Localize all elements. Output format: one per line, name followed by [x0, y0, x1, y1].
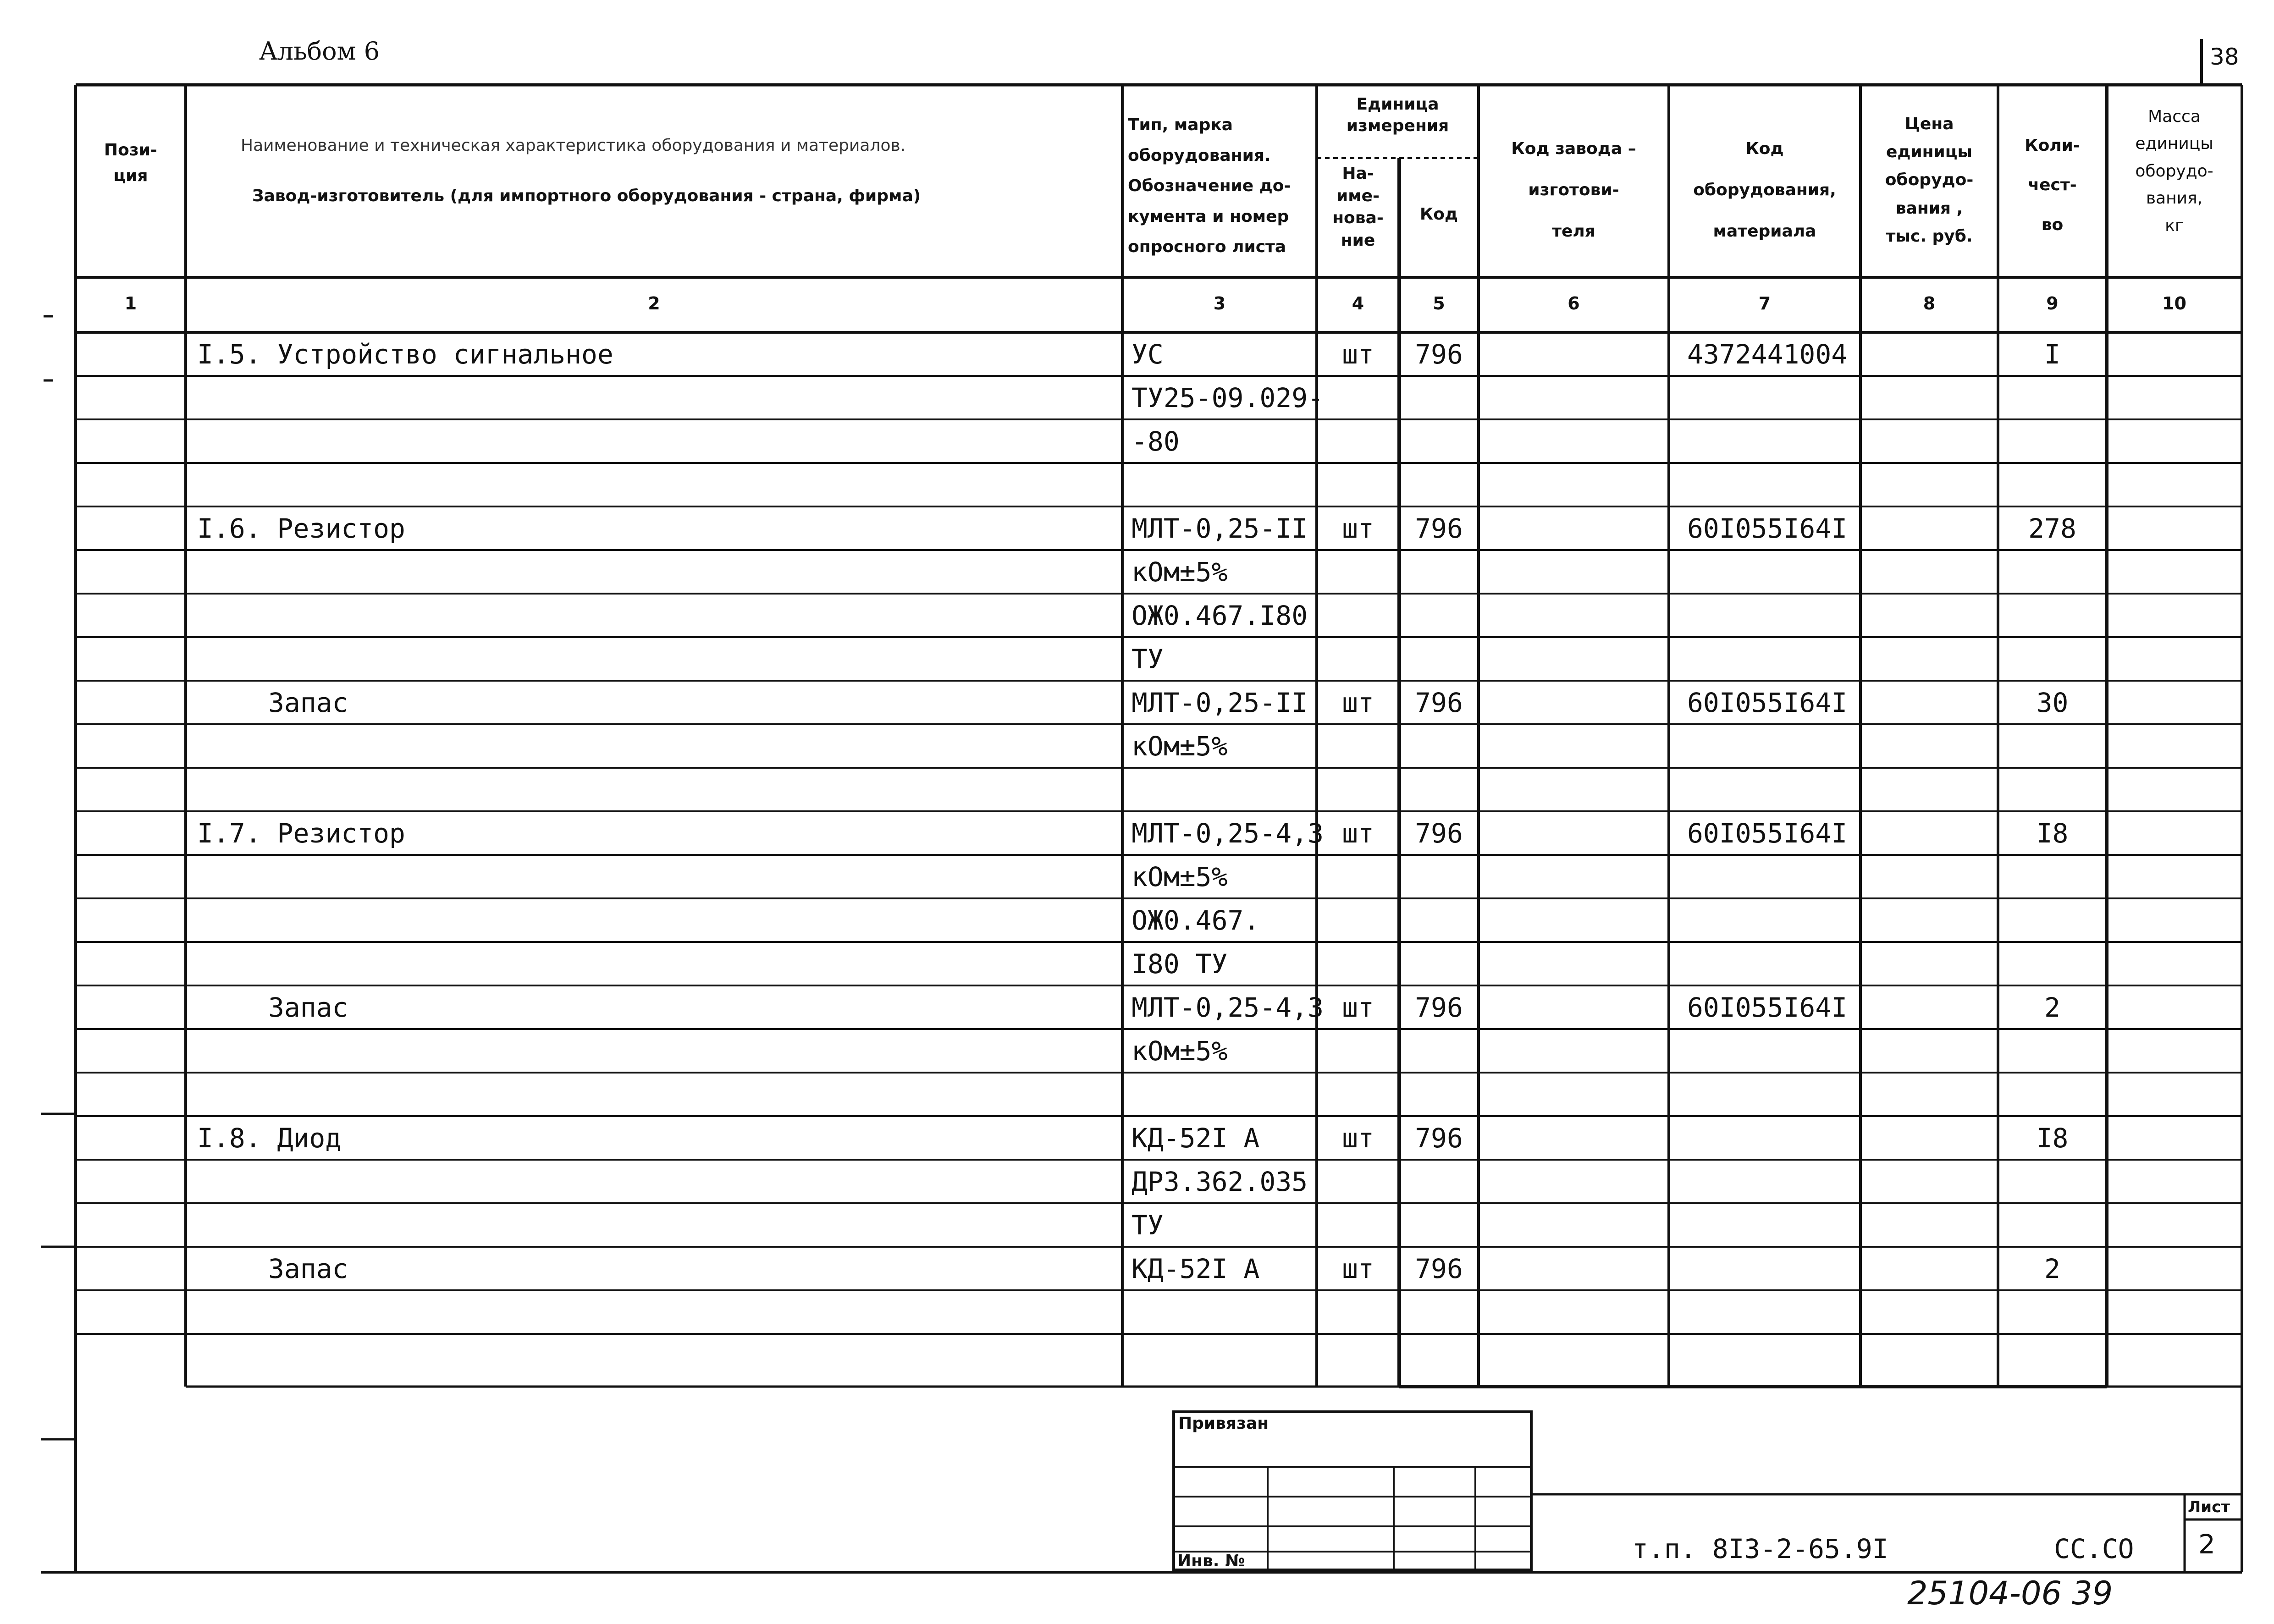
cell-name [186, 1029, 1122, 1073]
table-row [0, 550, 2274, 594]
cell-code [1399, 637, 1479, 681]
cell-name: Запас [268, 687, 348, 718]
cell-type: МЛТ-0,25-II [1131, 512, 1308, 544]
header-name-line1: Наименование и техническая характеристика оборудования и материалов. [241, 136, 906, 155]
cell-code: 796 [1415, 991, 1463, 1023]
cell-mat [1669, 1334, 1860, 1377]
cell-unit: шт [1342, 991, 1374, 1023]
header-unit: Единица измерения [1346, 95, 1449, 135]
cell-unit [1317, 376, 1399, 419]
cell-qty [1998, 1203, 2107, 1247]
table-row [0, 1290, 2274, 1334]
cell-mat [1669, 550, 1860, 594]
cell-code [1399, 1160, 1479, 1203]
cell-type: кОм±5% [1131, 861, 1228, 892]
cell-code [1399, 942, 1479, 985]
table-row [0, 419, 2274, 463]
table-row [0, 768, 2274, 811]
cell-unit [1317, 724, 1399, 768]
cell-code [1399, 550, 1479, 594]
cell-type: МЛТ-0,25-4,3 [1131, 817, 1324, 849]
table-row [0, 1160, 2274, 1203]
cell-qty [1998, 550, 2107, 594]
cell-mat: 60I055I64I [1687, 687, 1848, 718]
cell-qty: I8 [2036, 1122, 2069, 1154]
cell-name [186, 724, 1122, 768]
header-factory-code: Код завода – изготови- теля [1511, 139, 1636, 241]
cell-type: -80 [1131, 425, 1180, 457]
document-mark: СС.СО [2054, 1533, 2134, 1564]
cell-qty [1998, 1160, 2107, 1203]
cell-mat [1669, 1116, 1860, 1160]
cell-type [1122, 768, 1317, 811]
cell-type: ТУ25-09.029- [1131, 382, 1324, 413]
cell-name [186, 898, 1122, 942]
cell-type: I80 ТУ [1131, 948, 1228, 980]
cell-unit [1317, 1029, 1399, 1073]
cell-qty [1998, 1029, 2107, 1073]
cell-mat [1669, 1160, 1860, 1203]
table-row [0, 1334, 2274, 1377]
cell-unit [1317, 942, 1399, 985]
cell-mat [1669, 1203, 1860, 1247]
cell-type: ОЖ0.467. [1131, 904, 1260, 936]
handwritten-inventory-note: 25104-06 39 [1907, 1574, 2113, 1612]
cell-qty: 2 [2044, 991, 2060, 1023]
cell-qty: 278 [2028, 512, 2076, 544]
cell-type [1122, 1290, 1317, 1334]
table-row [0, 1247, 2274, 1290]
cell-name [186, 1160, 1122, 1203]
table-row [0, 332, 2274, 376]
cell-name [186, 550, 1122, 594]
col-number-7: 7 [1758, 293, 1771, 314]
cell-unit: шт [1342, 1122, 1374, 1154]
cell-name [186, 376, 1122, 419]
inventory-number-label: Инв. № [1177, 1552, 1245, 1570]
header-position: Пози- ция [104, 141, 157, 185]
cell-mat [1669, 1247, 1860, 1290]
album-label: Альбом 6 [259, 37, 380, 66]
cell-type: МЛТ-0,25-4,3 [1131, 991, 1324, 1023]
table-row [0, 855, 2274, 898]
cell-type: кОм±5% [1131, 1035, 1228, 1067]
cell-name: I.6. Резистор [197, 512, 405, 544]
table-row [0, 724, 2274, 768]
table-row [0, 506, 2274, 550]
header-type: Тип, марка оборудования. Обозначение до- кумента и номер опросного листа [1128, 116, 1291, 257]
cell-code [1399, 376, 1479, 419]
cell-qty [1998, 594, 2107, 637]
cell-qty [1998, 376, 2107, 419]
cell-qty [1998, 768, 2107, 811]
cell-unit [1317, 1160, 1399, 1203]
cell-code: 796 [1415, 512, 1463, 544]
table-row [0, 594, 2274, 637]
table-row [0, 637, 2274, 681]
sheet-number: 38 [2210, 44, 2239, 70]
cell-mat [1669, 463, 1860, 506]
cell-unit: шт [1342, 817, 1374, 849]
cell-type: кОм±5% [1131, 730, 1228, 762]
cell-type: КД-52I А [1131, 1122, 1260, 1154]
cell-code [1399, 1029, 1479, 1073]
cell-unit [1317, 1203, 1399, 1247]
table-row [0, 376, 2274, 419]
cell-mat: 4372441004 [1687, 338, 1848, 370]
col-number-4: 4 [1352, 293, 1364, 314]
cell-mat [1669, 1029, 1860, 1073]
cell-qty [1998, 1334, 2107, 1377]
cell-name [186, 1334, 1122, 1377]
cell-name: I.7. Резистор [197, 817, 405, 849]
cell-qty: I [2044, 338, 2060, 370]
cell-unit [1317, 1290, 1399, 1334]
cell-unit: шт [1342, 338, 1374, 370]
cell-type [1122, 463, 1317, 506]
attached-label: Привязан [1178, 1414, 1269, 1433]
cell-name [186, 1073, 1122, 1116]
cell-code [1399, 724, 1479, 768]
cell-code: 796 [1415, 817, 1463, 849]
cell-type: кОм±5% [1131, 556, 1228, 588]
cell-mat [1669, 1073, 1860, 1116]
cell-type: ДРЗ.362.035 [1131, 1166, 1308, 1197]
cell-mat [1669, 594, 1860, 637]
cell-name [186, 768, 1122, 811]
cell-type [1122, 1334, 1317, 1377]
cell-code [1399, 1203, 1479, 1247]
cell-name: I.5. Устройство сигнальное [197, 338, 613, 370]
cell-unit [1317, 855, 1399, 898]
cell-type: ОЖ0.467.I80 [1131, 600, 1308, 631]
cell-name [186, 419, 1122, 463]
cell-type: МЛТ-0,25-II [1131, 687, 1308, 718]
cell-mat [1669, 637, 1860, 681]
cell-qty [1998, 942, 2107, 985]
cell-qty [1998, 898, 2107, 942]
cell-unit: шт [1342, 512, 1374, 544]
header-unit-code: Код [1419, 205, 1458, 224]
cell-code: 796 [1415, 338, 1463, 370]
cell-code [1399, 594, 1479, 637]
cell-name [186, 1203, 1122, 1247]
cell-name: I.8. Диод [197, 1122, 342, 1154]
cell-code [1399, 768, 1479, 811]
table-row [0, 811, 2274, 855]
cell-mat: 60I055I64I [1687, 991, 1848, 1023]
cell-name [186, 463, 1122, 506]
sheet-no: 2 [2198, 1529, 2215, 1560]
header-price: Цена единицы оборудо- вания , тыс. руб. [1885, 115, 1974, 246]
cell-qty [1998, 419, 2107, 463]
table-row [0, 1073, 2274, 1116]
cell-type [1122, 1073, 1317, 1116]
cell-name [186, 637, 1122, 681]
table-row [0, 681, 2274, 724]
table-row [0, 1116, 2274, 1160]
cell-unit [1317, 898, 1399, 942]
col-number-10: 10 [2162, 293, 2186, 314]
cell-code: 796 [1415, 1122, 1463, 1154]
cell-mat [1669, 855, 1860, 898]
cell-qty: 2 [2044, 1253, 2060, 1284]
cell-type: ТУ [1131, 1209, 1164, 1241]
cell-unit [1317, 594, 1399, 637]
cell-unit [1317, 768, 1399, 811]
col-number-8: 8 [1923, 293, 1936, 314]
cell-name [186, 594, 1122, 637]
cell-unit [1317, 463, 1399, 506]
cell-mat [1669, 898, 1860, 942]
document-code: т.п. 8I3-2-65.9I [1632, 1533, 1888, 1564]
cell-code [1399, 855, 1479, 898]
header-mass: Масса единицы оборудо- вания, кг [2135, 107, 2213, 235]
header-quantity: Коли- чест- во [2025, 136, 2080, 234]
cell-mat [1669, 419, 1860, 463]
cell-name: Запас [268, 991, 348, 1023]
cell-name [186, 855, 1122, 898]
cell-code [1399, 463, 1479, 506]
header-material-code: Код оборудования, материала [1693, 139, 1836, 241]
cell-code [1399, 898, 1479, 942]
cell-mat [1669, 942, 1860, 985]
col-number-9: 9 [2046, 293, 2059, 314]
cell-qty: 30 [2036, 687, 2069, 718]
cell-qty: I8 [2036, 817, 2069, 849]
cell-qty [1998, 1073, 2107, 1116]
cell-name [186, 942, 1122, 985]
cell-type: ТУ [1131, 643, 1164, 675]
cell-mat [1669, 724, 1860, 768]
cell-code [1399, 1334, 1479, 1377]
header-name-line2: Завод-изготовитель (для импортного оборудования - страна, фирма) [252, 187, 921, 205]
col-number-5: 5 [1433, 293, 1445, 314]
cell-mat [1669, 768, 1860, 811]
cell-mat [1669, 376, 1860, 419]
header-unit-name: На- име- нова- ние [1332, 164, 1384, 250]
col-number-1: 1 [124, 293, 137, 314]
col-number-6: 6 [1568, 293, 1580, 314]
cell-code [1399, 1290, 1479, 1334]
col-number-3: 3 [1213, 293, 1226, 314]
sheet-label: Лист [2188, 1498, 2230, 1516]
cell-qty [1998, 463, 2107, 506]
cell-qty [1998, 855, 2107, 898]
cell-name: Запас [268, 1253, 348, 1284]
cell-unit [1317, 1334, 1399, 1377]
cell-type: УС [1131, 338, 1164, 370]
table-row [0, 898, 2274, 942]
cell-mat: 60I055I64I [1687, 512, 1848, 544]
cell-qty [1998, 1290, 2107, 1334]
cell-code [1399, 1073, 1479, 1116]
cell-mat: 60I055I64I [1687, 817, 1848, 849]
table-row [0, 942, 2274, 985]
cell-mat [1669, 1290, 1860, 1334]
cell-unit: шт [1342, 687, 1374, 718]
cell-code: 796 [1415, 687, 1463, 718]
cell-unit [1317, 550, 1399, 594]
cell-code: 796 [1415, 1253, 1463, 1284]
table-row [0, 463, 2274, 506]
cell-qty [1998, 724, 2107, 768]
cell-unit: шт [1342, 1253, 1374, 1284]
cell-unit [1317, 419, 1399, 463]
cell-unit [1317, 637, 1399, 681]
cell-name [186, 1290, 1122, 1334]
cell-qty [1998, 637, 2107, 681]
cell-code [1399, 419, 1479, 463]
table-row [0, 1029, 2274, 1073]
table-row [0, 985, 2274, 1029]
col-number-2: 2 [648, 293, 660, 314]
cell-unit [1317, 1073, 1399, 1116]
cell-type: КД-52I А [1131, 1253, 1260, 1284]
table-row [0, 1203, 2274, 1247]
